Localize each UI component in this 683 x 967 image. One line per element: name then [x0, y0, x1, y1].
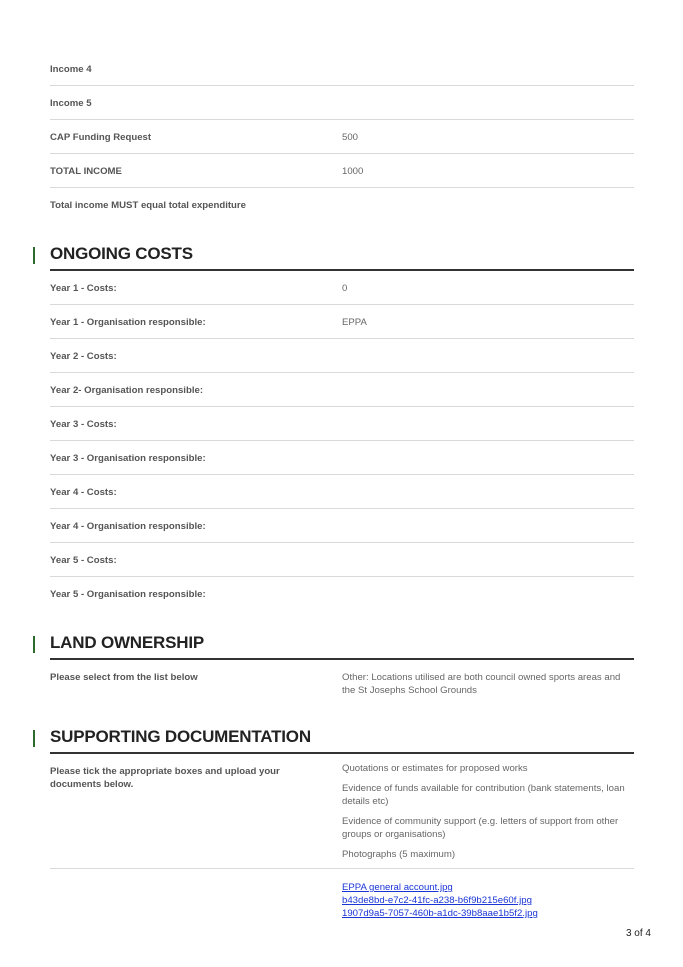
section-title: ONGOING COSTS — [50, 243, 634, 271]
income-5-row — [50, 86, 634, 120]
field-value — [342, 407, 634, 418]
uploaded-files — [342, 869, 634, 920]
section-title: SUPPORTING DOCUMENTATION — [50, 726, 634, 754]
field-label-empty — [50, 869, 342, 880]
field-value: 1000 — [342, 166, 364, 177]
field-value — [342, 86, 634, 97]
field-label: Year 2- Organisation responsible: — [50, 385, 204, 396]
field-value: 500 — [342, 132, 359, 143]
table-row — [50, 339, 634, 373]
field-label: Income 5 — [50, 98, 92, 109]
field-label: Please tick the appropriate boxes and upload your documents below. — [50, 766, 280, 790]
field-value — [342, 509, 634, 520]
list-item: Quotations or estimates for proposed works — [342, 763, 528, 774]
list-item: Evidence of funds available for contribution (bank statements, loan details etc) — [342, 783, 625, 807]
field-label: Year 5 - Costs: — [50, 555, 117, 566]
document-checklist — [342, 754, 634, 868]
field-value — [342, 339, 634, 350]
field-label: TOTAL INCOME — [50, 166, 122, 177]
section-title: LAND OWNERSHIP — [50, 632, 634, 660]
field-value: 0 — [342, 283, 348, 294]
section-marker — [33, 636, 35, 653]
uploaded-files-row — [50, 869, 634, 920]
income-4-row — [50, 52, 634, 86]
field-label: Year 3 - Costs: — [50, 419, 117, 430]
list-item: Photographs (5 maximum) — [342, 849, 456, 860]
section-marker — [33, 730, 35, 747]
field-label: Year 4 - Costs: — [50, 487, 117, 498]
field-label: Please select from the list below — [50, 672, 198, 683]
table-row — [50, 305, 634, 339]
field-value — [342, 373, 634, 384]
field-label: CAP Funding Request — [50, 132, 152, 143]
file-link[interactable]: 1907d9a5-7057-460b-a1dc-39b8aae1b5f2.jpg — [342, 908, 538, 919]
section-marker — [33, 247, 35, 264]
table-row — [50, 475, 634, 509]
field-value — [342, 577, 634, 588]
cap-funding-row — [50, 120, 634, 154]
table-row — [50, 543, 634, 577]
field-label: Year 1 - Organisation responsible: — [50, 317, 206, 328]
field-label: Year 1 - Costs: — [50, 283, 117, 294]
list-item: Evidence of community support (e.g. letters of support from other groups or organisations) — [342, 816, 619, 840]
table-row — [50, 509, 634, 543]
field-value: EPPA — [342, 317, 367, 328]
file-link[interactable]: b43de8bd-e7c2-41fc-a238-b6f9b215e60f.jpg — [342, 895, 532, 906]
table-row — [50, 271, 634, 305]
income-note-row — [50, 188, 634, 221]
field-label: Year 5 - Organisation responsible: — [50, 589, 206, 600]
table-row — [50, 577, 634, 610]
table-row — [50, 441, 634, 475]
total-income-row — [50, 154, 634, 188]
field-label: Year 4 - Organisation responsible: — [50, 521, 206, 532]
field-value: Other: Locations utilised are both council owned sports areas and the St Josephs School Grounds — [342, 672, 621, 696]
table-row — [50, 373, 634, 407]
page-number: 3 of 4 — [625, 928, 651, 939]
field-label: Year 3 - Organisation responsible: — [50, 453, 206, 464]
land-ownership-row — [50, 660, 634, 704]
income-note: Total income MUST equal total expenditure — [50, 200, 246, 211]
supporting-documentation-row — [50, 754, 634, 869]
field-label: Income 4 — [50, 64, 92, 75]
ongoing-costs-section — [50, 243, 634, 271]
table-row — [50, 407, 634, 441]
field-label: Year 2 - Costs: — [50, 351, 117, 362]
field-value — [342, 52, 634, 63]
field-value — [342, 543, 634, 554]
supporting-documentation-section — [50, 726, 634, 754]
land-ownership-section — [50, 632, 634, 660]
file-link[interactable]: EPPA general account.jpg — [342, 882, 453, 893]
form-content — [50, 0, 634, 920]
ongoing-costs-rows — [50, 271, 634, 610]
field-value — [342, 475, 634, 486]
field-value — [342, 441, 634, 452]
